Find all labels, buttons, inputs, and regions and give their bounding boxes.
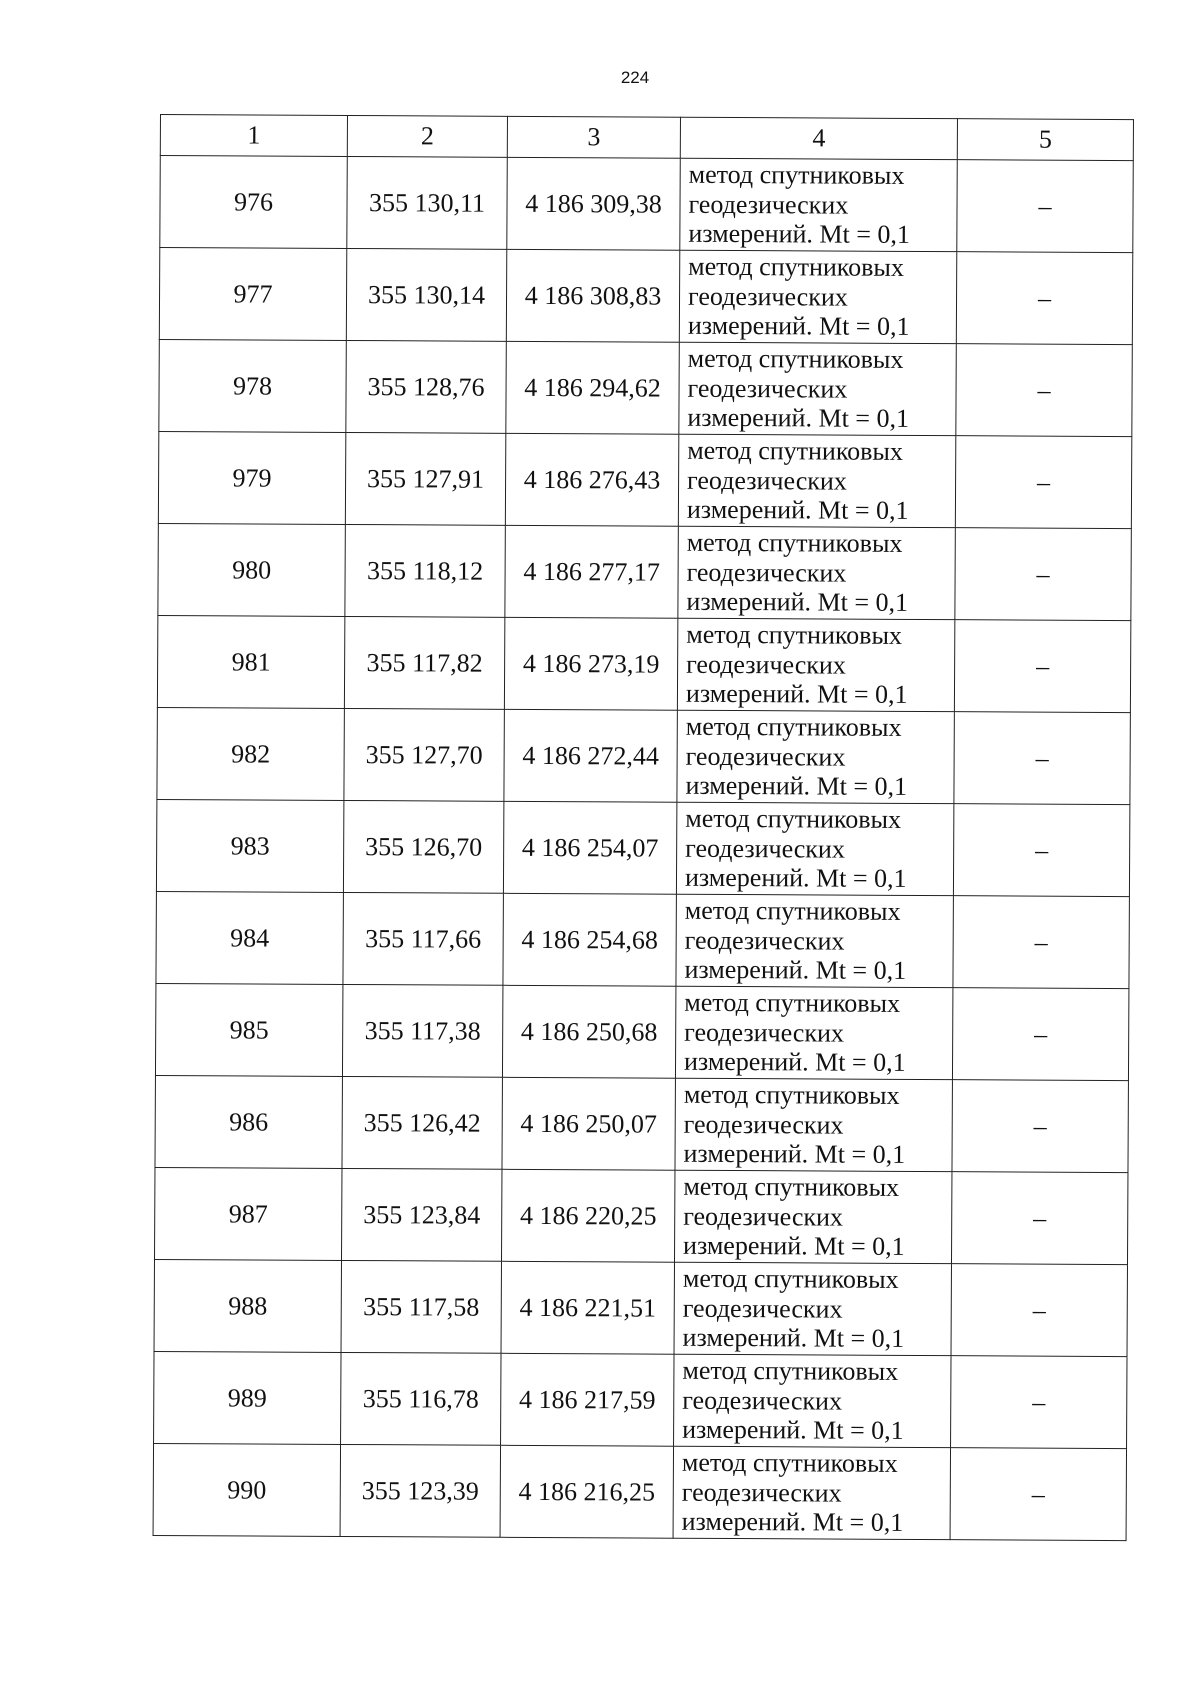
table-header-row — [160, 115, 1133, 161]
note-cell: – — [952, 1080, 1128, 1173]
y-coordinate-cell: 4 186 217,59 — [501, 1353, 674, 1446]
x-coordinate-cell: 355 127,70 — [344, 708, 504, 801]
note-cell: – — [954, 620, 1130, 713]
x-coordinate-cell: 355 117,82 — [344, 616, 504, 709]
point-number-cell: 983 — [156, 799, 343, 892]
table-row — [155, 983, 1128, 1080]
method-line: измерений. Mt = 0,1 — [682, 1323, 905, 1354]
method-cell — [674, 1354, 951, 1447]
x-coordinate-cell: 355 117,38 — [342, 984, 502, 1077]
method-cell — [678, 526, 955, 619]
point-number-cell: 990 — [153, 1443, 340, 1536]
x-coordinate-cell: 355 130,14 — [346, 248, 506, 341]
method-line: метод спутниковых — [686, 528, 903, 559]
method-line: метод спутниковых — [688, 252, 904, 283]
y-coordinate-cell: 4 186 221,51 — [501, 1261, 674, 1354]
y-coordinate-cell: 4 186 308,83 — [506, 249, 679, 342]
point-number-cell: 985 — [155, 983, 342, 1076]
x-coordinate-cell: 355 128,76 — [346, 340, 506, 433]
method-line: измерений. Mt = 0,1 — [683, 1231, 905, 1262]
y-coordinate-cell: 4 186 309,38 — [507, 157, 680, 250]
y-coordinate-cell: 4 186 250,07 — [502, 1077, 675, 1170]
method-line: геодезических — [682, 1385, 843, 1416]
x-coordinate-cell: 355 123,84 — [341, 1168, 501, 1261]
method-cell — [674, 1170, 951, 1263]
table-row — [156, 891, 1129, 988]
y-coordinate-cell: 4 186 276,43 — [505, 433, 678, 526]
method-line: геодезических — [686, 649, 846, 680]
method-line: геодезических — [684, 925, 845, 956]
method-line: измерений. Mt = 0,1 — [684, 955, 907, 986]
table-body — [153, 156, 1133, 1541]
point-number-cell: 984 — [156, 891, 343, 984]
x-coordinate-cell: 355 117,58 — [341, 1260, 501, 1353]
method-line: метод спутниковых — [684, 896, 901, 927]
method-line: метод спутниковых — [683, 1080, 900, 1111]
x-coordinate-cell: 355 123,39 — [340, 1444, 500, 1537]
x-coordinate-cell: 355 126,70 — [343, 800, 503, 893]
column-header-3: 3 — [507, 116, 680, 158]
method-line: метод спутниковых — [682, 1264, 899, 1295]
table-row — [158, 523, 1131, 620]
method-line: метод спутниковых — [684, 988, 901, 1019]
method-line: измерений. Mt = 0,1 — [685, 771, 908, 802]
method-line: геодезических — [685, 741, 846, 772]
point-number-cell: 980 — [158, 523, 345, 616]
method-cell — [675, 986, 952, 1079]
y-coordinate-cell: 4 186 254,68 — [503, 893, 676, 986]
table-row — [153, 1443, 1126, 1540]
point-number-cell: 976 — [160, 156, 347, 249]
y-coordinate-cell: 4 186 277,17 — [505, 525, 678, 618]
column-header-2: 2 — [347, 115, 507, 157]
y-coordinate-cell: 4 186 250,68 — [502, 985, 675, 1078]
point-number-cell: 987 — [155, 1167, 342, 1260]
table-row — [157, 615, 1130, 712]
method-line: геодезических — [682, 1293, 843, 1324]
table-row — [154, 1259, 1127, 1356]
point-number-cell: 977 — [159, 248, 346, 341]
method-line: измерений. Mt = 0,1 — [686, 587, 909, 618]
method-line: измерений. Mt = 0,1 — [687, 403, 910, 434]
method-line: метод спутниковых — [685, 712, 902, 743]
note-cell: – — [956, 252, 1132, 345]
point-number-cell: 989 — [154, 1351, 341, 1444]
y-coordinate-cell: 4 186 220,25 — [501, 1169, 674, 1262]
point-number-cell: 981 — [157, 615, 344, 708]
point-number-cell: 986 — [155, 1075, 342, 1168]
note-cell: – — [957, 160, 1133, 253]
method-cell — [673, 1446, 950, 1539]
table-row — [157, 707, 1130, 804]
table-row — [154, 1351, 1127, 1448]
method-line: метод спутниковых — [687, 344, 904, 375]
column-header-1: 1 — [160, 115, 347, 157]
method-line: измерений. Mt = 0,1 — [683, 1139, 906, 1170]
method-cell — [674, 1262, 951, 1355]
method-line: измерений. Mt = 0,1 — [686, 495, 909, 526]
method-line: метод спутниковых — [687, 436, 904, 467]
x-coordinate-cell: 355 118,12 — [345, 524, 505, 617]
method-line: метод спутниковых — [683, 1172, 900, 1203]
note-cell: – — [955, 528, 1131, 621]
method-cell — [676, 802, 953, 895]
table-row — [155, 1167, 1128, 1264]
method-line: метод спутниковых — [681, 1448, 898, 1479]
y-coordinate-cell: 4 186 254,07 — [503, 801, 676, 894]
y-coordinate-cell: 4 186 294,62 — [506, 341, 679, 434]
table-row — [158, 431, 1131, 528]
method-cell — [676, 894, 953, 987]
table-row — [156, 799, 1129, 896]
y-coordinate-cell: 4 186 273,19 — [504, 617, 677, 710]
method-line: геодезических — [687, 373, 848, 404]
point-number-cell: 978 — [159, 339, 346, 432]
method-line: геодезических — [681, 1477, 842, 1508]
point-number-cell: 982 — [157, 707, 344, 800]
method-line: измерений. Mt = 0,1 — [685, 679, 908, 710]
x-coordinate-cell: 355 127,91 — [345, 432, 505, 525]
method-line: геодезических — [688, 189, 849, 220]
method-cell — [679, 342, 956, 435]
table-row — [160, 156, 1133, 253]
method-line: геодезических — [683, 1109, 844, 1140]
method-line: метод спутниковых — [682, 1356, 899, 1387]
x-coordinate-cell: 355 117,66 — [343, 892, 503, 985]
note-cell: – — [956, 344, 1132, 437]
method-line: измерений. Mt = 0,1 — [681, 1507, 904, 1538]
note-cell: – — [951, 1356, 1127, 1449]
note-cell: – — [954, 712, 1130, 805]
method-line: метод спутниковых — [685, 804, 902, 835]
method-line: измерений. Mt = 0,1 — [683, 1047, 906, 1078]
method-line: геодезических — [683, 1201, 844, 1232]
x-coordinate-cell: 355 130,11 — [347, 156, 507, 249]
method-line: метод спутниковых — [688, 160, 905, 191]
y-coordinate-cell: 4 186 216,25 — [500, 1445, 673, 1538]
note-cell: – — [950, 1448, 1126, 1541]
column-header-4: 4 — [680, 117, 957, 159]
note-cell: – — [951, 1172, 1127, 1265]
column-header-5: 5 — [957, 119, 1133, 161]
method-line: геодезических — [687, 281, 848, 312]
method-cell — [675, 1078, 952, 1171]
page-number: 224 — [620, 68, 650, 87]
method-line: измерений. Mt = 0,1 — [682, 1415, 904, 1446]
point-number-cell: 979 — [158, 431, 345, 524]
y-coordinate-cell: 4 186 272,44 — [504, 709, 677, 802]
note-cell: – — [955, 436, 1131, 529]
method-line: геодезических — [686, 557, 847, 588]
method-line: геодезических — [684, 1017, 845, 1048]
x-coordinate-cell: 355 126,42 — [342, 1076, 502, 1169]
method-line: измерений. Mt = 0,1 — [688, 219, 911, 250]
table-row — [159, 339, 1132, 436]
table-row — [159, 248, 1132, 345]
note-cell: – — [952, 988, 1128, 1081]
method-cell — [680, 158, 957, 251]
table-row — [155, 1075, 1128, 1172]
method-cell — [677, 710, 954, 803]
method-line: измерений. Mt = 0,1 — [684, 863, 907, 894]
method-cell — [678, 434, 955, 527]
point-number-cell: 988 — [154, 1259, 341, 1352]
method-cell — [677, 618, 954, 711]
method-line: геодезических — [685, 833, 845, 864]
x-coordinate-cell: 355 116,78 — [341, 1352, 501, 1445]
coordinates-table — [153, 114, 1134, 1541]
method-cell — [679, 250, 956, 343]
note-cell: – — [953, 896, 1129, 989]
method-line: измерений. Mt = 0,1 — [687, 311, 910, 342]
note-cell: – — [953, 804, 1129, 897]
note-cell: – — [951, 1264, 1127, 1357]
method-line: геодезических — [687, 465, 847, 496]
method-line: метод спутниковых — [686, 620, 903, 651]
